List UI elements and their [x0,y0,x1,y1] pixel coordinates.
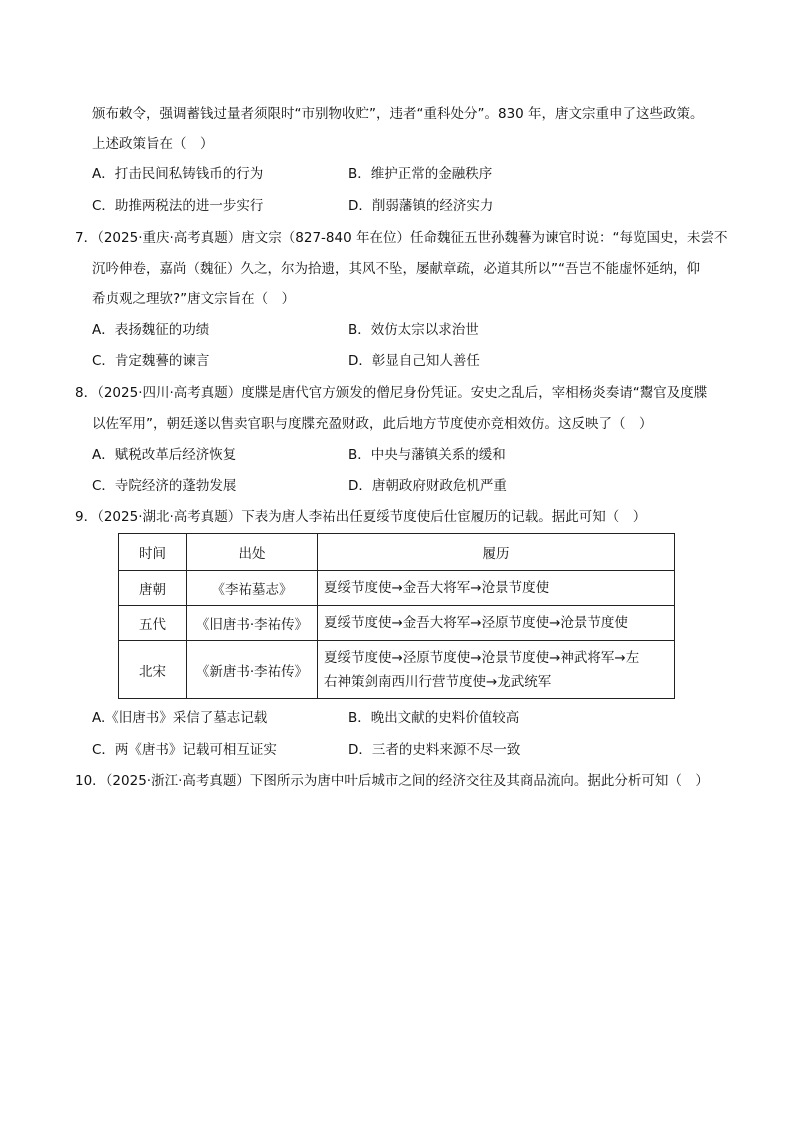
table-header-row [119,534,675,571]
career-line-1: 夏绥节度使→泾原节度使→沧景节度使→神武将军→左 [324,649,640,666]
q6-option-b[interactable]: B．维护正常的金融秩序 [348,166,493,182]
q9-table [118,533,675,699]
q6-stem-line1: 颁布敕令，强调蓄钱过量者须限时“市别物收贮”，违者“重科处分”。830 年，唐文宗重申了这些政策。 [92,106,704,122]
q8-option-d[interactable]: D．唐朝政府财政危机严重 [348,478,507,494]
q6-stem-line2: 上述政策旨在（ ） [92,136,214,152]
q8-stem-line1: 8．（2025·四川·高考真题）度牒是唐代官方颁发的僧尼身份凭证。安史之乱后，宰相杨炎奏请“鬻官及度牒 [75,385,708,401]
table-cell-time: 五代 [119,606,187,641]
q6-option-a[interactable]: A．打击民间私铸钱币的行为 [92,166,264,182]
q7-option-c[interactable]: C．肯定魏謩的谏言 [92,353,210,369]
q7-stem-line1: 7．（2025·重庆·高考真题）唐文宗（827-840 年在位）任命魏征五世孙魏謩为谏官时说：“每览国史，未尝不 [75,230,728,246]
q10-stem-line1: 10．（2025·浙江·高考真题）下图所示为唐中叶后城市之间的经济交往及其商品流向。据此分析可知（ ） [75,773,709,789]
table-row [119,641,675,699]
q9-option-d[interactable]: D．三者的史料来源不尽一致 [348,742,521,758]
q7-stem-line3: 希贞观之理欤?”唐文宗旨在（ ） [92,291,296,307]
table-cell-source: 《旧唐书·李祐传》 [187,606,318,641]
table-cell-career [318,641,675,699]
q9-option-b[interactable]: B．晚出文献的史料价值较高 [348,710,520,726]
table-cell-source: 《新唐书·李祐传》 [187,641,318,699]
q8-option-a[interactable]: A．赋税改革后经济恢复 [92,447,237,463]
table-header-source: 出处 [187,534,318,571]
table-row [119,571,675,606]
table-cell-time: 唐朝 [119,571,187,606]
q7-stem-line2: 沉吟伸卷，嘉尚（魏征）久之，尔为拾遗，其风不坠，屡献章疏，必道其所以”“吾岂不能虚怀延纳，仰 [92,261,700,277]
career-line-2: 右神策剑南西川行营节度使→龙武统军 [324,673,552,690]
q9-option-a[interactable]: A.《旧唐书》采信了墓志记载 [92,710,268,726]
q9-stem-line1: 9．（2025·湖北·高考真题）下表为唐人李祐出任夏绥节度使后仕宦履历的记载。据此可知（ ） [75,509,647,525]
q8-option-c[interactable]: C．寺院经济的蓬勃发展 [92,478,237,494]
q7-option-b[interactable]: B．效仿太宗以求治世 [348,322,479,338]
table-cell-career: 夏绥节度使→金吾大将军→沧景节度使 [318,571,675,606]
q7-option-d[interactable]: D．彰显自己知人善任 [348,353,480,369]
table-header-career: 履历 [318,534,675,571]
q6-option-c[interactable]: C．助推两税法的进一步实行 [92,198,264,214]
q9-option-c[interactable]: C．两《唐书》记载可相互证实 [92,742,277,758]
table-cell-career: 夏绥节度使→金吾大将军→泾原节度使→沧景节度使 [318,606,675,641]
table-header-time: 时间 [119,534,187,571]
q8-stem-line2: 以佐军用”，朝廷遂以售卖官职与度牒充盈财政，此后地方节度使亦竞相效仿。这反映了（ ） [92,416,653,432]
table-cell-time: 北宋 [119,641,187,699]
table-row [119,606,675,641]
q8-option-b[interactable]: B．中央与藩镇关系的缓和 [348,447,506,463]
q7-option-a[interactable]: A．表扬魏征的功绩 [92,322,210,338]
q6-option-d[interactable]: D．削弱藩镇的经济实力 [348,198,494,214]
table-cell-source: 《李祐墓志》 [187,571,318,606]
